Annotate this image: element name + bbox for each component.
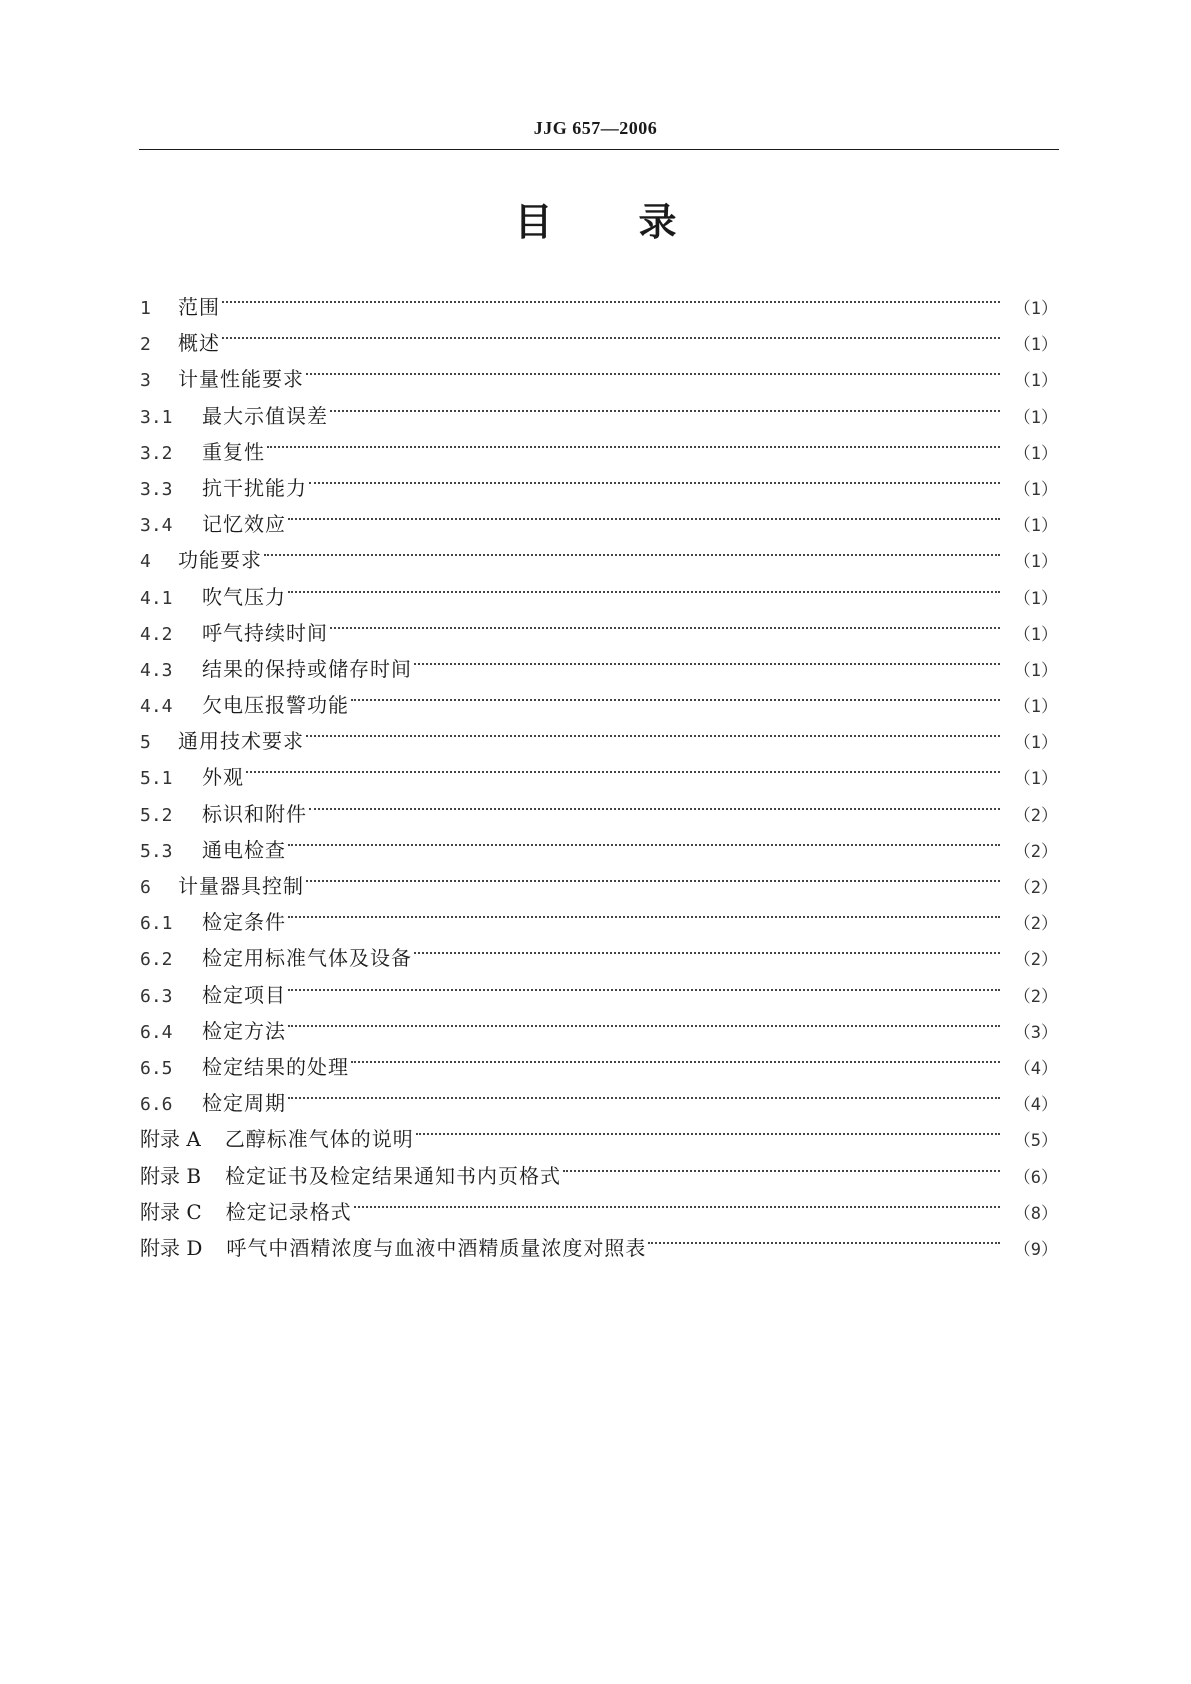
toc-dot-leader [222,278,1000,314]
toc-dot-leader [306,712,1000,748]
toc-entry-title: 呼气持续时间 [202,620,328,645]
toc-entry-title: 检定条件 [202,910,286,935]
toc-entry-page: （6） [1013,1167,1058,1188]
toc-entry-page: （2） [1013,914,1058,935]
toc-entry-number: 6.3 [140,985,173,1007]
toc-entry-number: 附录 B [140,1163,202,1188]
toc-dot-leader [330,387,1000,423]
toc-entry-title: 检定结果的处理 [202,1054,349,1079]
toc-entry-page: （1） [1013,479,1058,500]
toc-entry-number: 6.6 [140,1094,173,1116]
toc-entry-number: 6.1 [140,913,173,935]
toc-dot-leader [264,531,1000,567]
toc-entry-title: 计量器具控制 [178,874,304,898]
toc-entry-page: （8） [1013,1203,1058,1224]
toc-entry-title: 范围 [178,295,220,319]
toc-dot-leader [648,1219,1000,1255]
toc-entry-number: 4.1 [140,587,173,609]
toc-entry-page: （1） [1013,371,1058,392]
toc-entry-page: （1） [1013,516,1058,537]
toc-entry[interactable] [140,785,1058,826]
standard-code-header: JJG 657—2006 [533,118,658,138]
toc-entry-title: 抗干扰能力 [202,475,307,500]
header-divider [139,149,1059,150]
table-of-contents [140,278,1058,1260]
toc-dot-leader [288,893,1000,929]
toc-entry-number: 6 [140,877,151,898]
toc-entry-title: 检定方法 [202,1018,286,1043]
toc-entry-title: 重复性 [202,439,265,464]
toc-entry-number: 4.4 [140,696,173,718]
toc-entry-number: 3.1 [140,406,173,428]
toc-dot-leader [306,857,1000,893]
toc-entry-title: 检定周期 [202,1091,286,1116]
toc-dot-leader [563,1147,1000,1183]
toc-entry[interactable] [140,423,1058,464]
toc-entry[interactable] [140,350,1058,392]
page-title-char-2: 录 [638,200,677,244]
toc-entry-page: （3） [1013,1022,1058,1043]
toc-dot-leader [222,314,1000,350]
toc-entry-page: （4） [1013,1095,1058,1116]
toc-entry-number: 4.2 [140,623,173,645]
toc-entry-title: 功能要求 [178,548,262,573]
toc-entry-number: 6.2 [140,949,173,971]
toc-entry[interactable] [140,531,1058,573]
toc-entry-title: 标识和附件 [202,801,307,826]
toc-entry-title: 吹气压力 [202,584,286,609]
toc-entry-title: 欠电压报警功能 [202,693,349,718]
toc-entry-title: 结果的保持或储存时间 [202,656,412,681]
toc-dot-leader [414,640,1000,676]
toc-entry-page: （1） [1013,443,1058,464]
toc-entry-number: 2 [140,334,151,356]
toc-entry-title: 通电检查 [202,837,286,862]
toc-entry-number: 4 [140,551,151,573]
toc-entry-title: 外观 [202,765,244,790]
toc-dot-leader [330,604,1000,640]
page-title [0,198,1191,246]
toc-entry-page: （9） [1013,1239,1058,1260]
toc-entry-title: 最大示值误差 [202,403,328,428]
toc-entry-title: 检定用标准气体及设备 [202,946,412,971]
toc-entry-title: 记忆效应 [202,512,286,537]
toc-entry-number: 1 [140,298,151,319]
toc-dot-leader [414,929,1000,965]
toc-entry-page: （1） [1013,624,1058,645]
page-title-char-1: 目 [514,200,553,244]
toc-entry-number: 附录 A [140,1127,201,1152]
toc-entry-number: 5.1 [140,768,173,790]
toc-dot-leader [288,568,1000,604]
toc-dot-leader [288,821,1000,857]
toc-entry-number: 6.5 [140,1057,173,1079]
toc-entry-number: 5.3 [140,840,173,862]
toc-entry[interactable] [140,748,1058,790]
toc-entry-page: （4） [1013,1058,1058,1079]
toc-entry[interactable] [140,568,1058,609]
toc-entry-title: 通用技术要求 [178,729,304,754]
toc-entry-title: 检定记录格式 [225,1199,352,1224]
toc-dot-leader [288,1002,1000,1038]
toc-entry-number: 3.4 [140,515,173,537]
toc-entry[interactable] [140,278,1058,319]
toc-entry-title: 乙醇标准气体的说明 [224,1127,414,1152]
toc-entry-page: （2） [1013,878,1058,898]
toc-entry-title: 呼气中酒精浓度与血液中酒精质量浓度对照表 [226,1235,647,1260]
toc-entry[interactable] [140,459,1058,500]
toc-dot-leader [351,1038,1000,1074]
toc-entry-number: 附录 C [140,1199,202,1224]
toc-entry-page: （1） [1013,335,1058,356]
toc-entry-number: 5.2 [140,804,173,826]
toc-entry-number: 3.2 [140,442,173,464]
toc-dot-leader [246,748,1000,784]
toc-dot-leader [306,350,1000,386]
toc-entry-title: 检定项目 [202,982,286,1007]
toc-entry-title: 检定证书及检定结果通知书内页格式 [225,1163,562,1188]
toc-entry-page: （1） [1013,299,1058,319]
toc-dot-leader [309,785,1000,821]
toc-dot-leader [288,966,1000,1002]
toc-entry-page: （2） [1013,986,1058,1007]
toc-dot-leader [288,495,1000,531]
toc-entry-page: （2） [1013,841,1058,862]
toc-dot-leader [354,1183,1000,1219]
toc-dot-leader [267,423,1000,459]
toc-entry-page: （5） [1013,1131,1058,1152]
toc-entry-number: 3 [140,370,151,392]
toc-entry-number: 附录 D [140,1235,203,1260]
toc-dot-leader [309,459,1000,495]
toc-dot-leader [351,676,1000,712]
toc-dot-leader [416,1110,1000,1146]
toc-entry-title: 概述 [178,331,220,356]
toc-entry-page: （1） [1013,733,1058,754]
toc-entry-page: （1） [1013,552,1058,573]
toc-entry-page: （1） [1013,769,1058,790]
toc-entry-number: 3.3 [140,478,173,500]
toc-entry-page: （2） [1013,950,1058,971]
toc-entry[interactable] [140,314,1058,356]
toc-entry-page: （1） [1013,407,1058,428]
toc-entry-page: （2） [1013,805,1058,826]
toc-entry-number: 4.3 [140,659,173,681]
toc-entry-number: 6.4 [140,1021,173,1043]
toc-entry-page: （1） [1013,697,1058,718]
toc-entry-page: （1） [1013,660,1058,681]
toc-dot-leader [288,1074,1000,1110]
toc-entry-title: 计量性能要求 [178,367,304,392]
toc-entry-page: （1） [1013,588,1058,609]
toc-entry-number: 5 [140,732,151,754]
